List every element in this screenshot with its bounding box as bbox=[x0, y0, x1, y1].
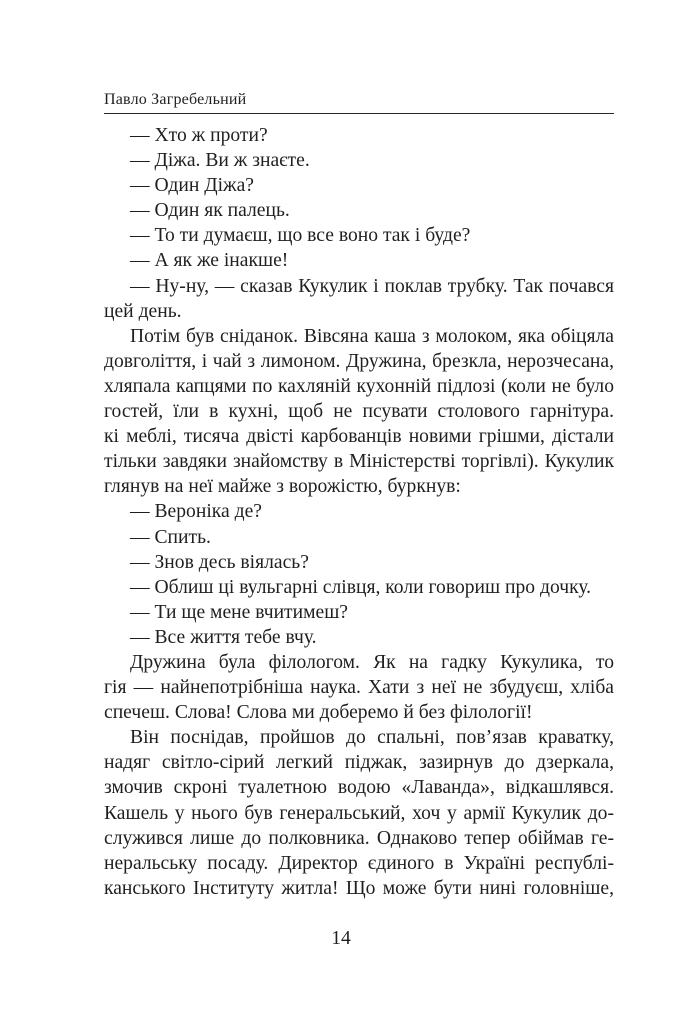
text-line: — Один Діжа? bbox=[130, 175, 254, 197]
text-line: цей день. bbox=[104, 300, 182, 322]
text-line: — Хто ж проти? bbox=[130, 125, 268, 146]
text-line: — То ти думаєш, що все воно так і буде? bbox=[130, 225, 471, 247]
text-line: — Вероніка де? bbox=[130, 501, 262, 523]
header-rule bbox=[104, 113, 614, 114]
text-line: Він поснідав, пройшов до спальні, пов’язав краватку, bbox=[130, 727, 614, 749]
text-line: кі меблі, тисяча двісті карбованців новими грішми, дістали bbox=[104, 426, 614, 448]
text-line: — Спить. bbox=[130, 526, 211, 548]
text-line: хляпала капцями по кахляній кухонній підлозі (коли не було bbox=[104, 375, 614, 397]
text-line: — Ти ще мене вчитимеш? bbox=[130, 601, 348, 623]
text-line: — Один як палець. bbox=[130, 200, 290, 222]
text-line: — Знов десь віялась? bbox=[130, 551, 309, 573]
text-line: глянув на неї майже з ворожістю, буркнув: bbox=[104, 476, 461, 498]
text-line: тільки завдяки знайомству в Міністерстві торгівлі). Кукулик bbox=[104, 451, 614, 473]
page-number: 14 bbox=[331, 928, 351, 949]
text-line: — А як же інакше! bbox=[130, 250, 289, 272]
text-line: служився лише до полковника. Однаково тепер обіймав ге- bbox=[104, 827, 614, 849]
text-line: гія — найнепотрібніша наука. Хати з неї не збудуєш, хліба bbox=[104, 677, 614, 699]
text-line: неральську посаду. Директор єдиного в Україні республі- bbox=[104, 852, 614, 874]
body-text bbox=[104, 123, 614, 901]
text-line: — Все життя тебе вчу. bbox=[130, 626, 317, 648]
text-line: — Облиш ці вульгарні слівця, коли говориш про дочку. bbox=[130, 576, 592, 598]
text-line: довголіття, і чай з лимоном. Дружина, брезкла, нерозчесана, bbox=[104, 350, 614, 372]
text-line: — Ну-ну, — сказав Кукулик і поклав трубку. Так почався bbox=[130, 275, 614, 297]
text-line: Дружина була філологом. Як на гадку Кукулика, то bbox=[130, 651, 614, 673]
running-head: Павло Загребельний bbox=[104, 91, 247, 108]
text-line: канського Інституту житла! Що може бути нині головніше, bbox=[104, 877, 614, 899]
text-line: Потім був сніданок. Вівсяна каша з молоком, яка обіцяла bbox=[130, 325, 614, 347]
text-line: змочив скроні туалетною водою «Лаванда», відкашлявся. bbox=[104, 777, 614, 799]
text-line: гостей, їли в кухні, щоб не псувати столового гарнітура. bbox=[104, 401, 614, 423]
text-line: надяг світло-сірий легкий піджак, зазирнув до дзеркала, bbox=[104, 752, 614, 774]
text-line: — Діжа. Ви ж знаєте. bbox=[130, 150, 310, 172]
text-line: спечеш. Слова! Слова ми доберемо й без філології! bbox=[104, 702, 533, 724]
text-line: Кашель у нього був генеральський, хоч у армії Кукулик до- bbox=[104, 802, 614, 824]
